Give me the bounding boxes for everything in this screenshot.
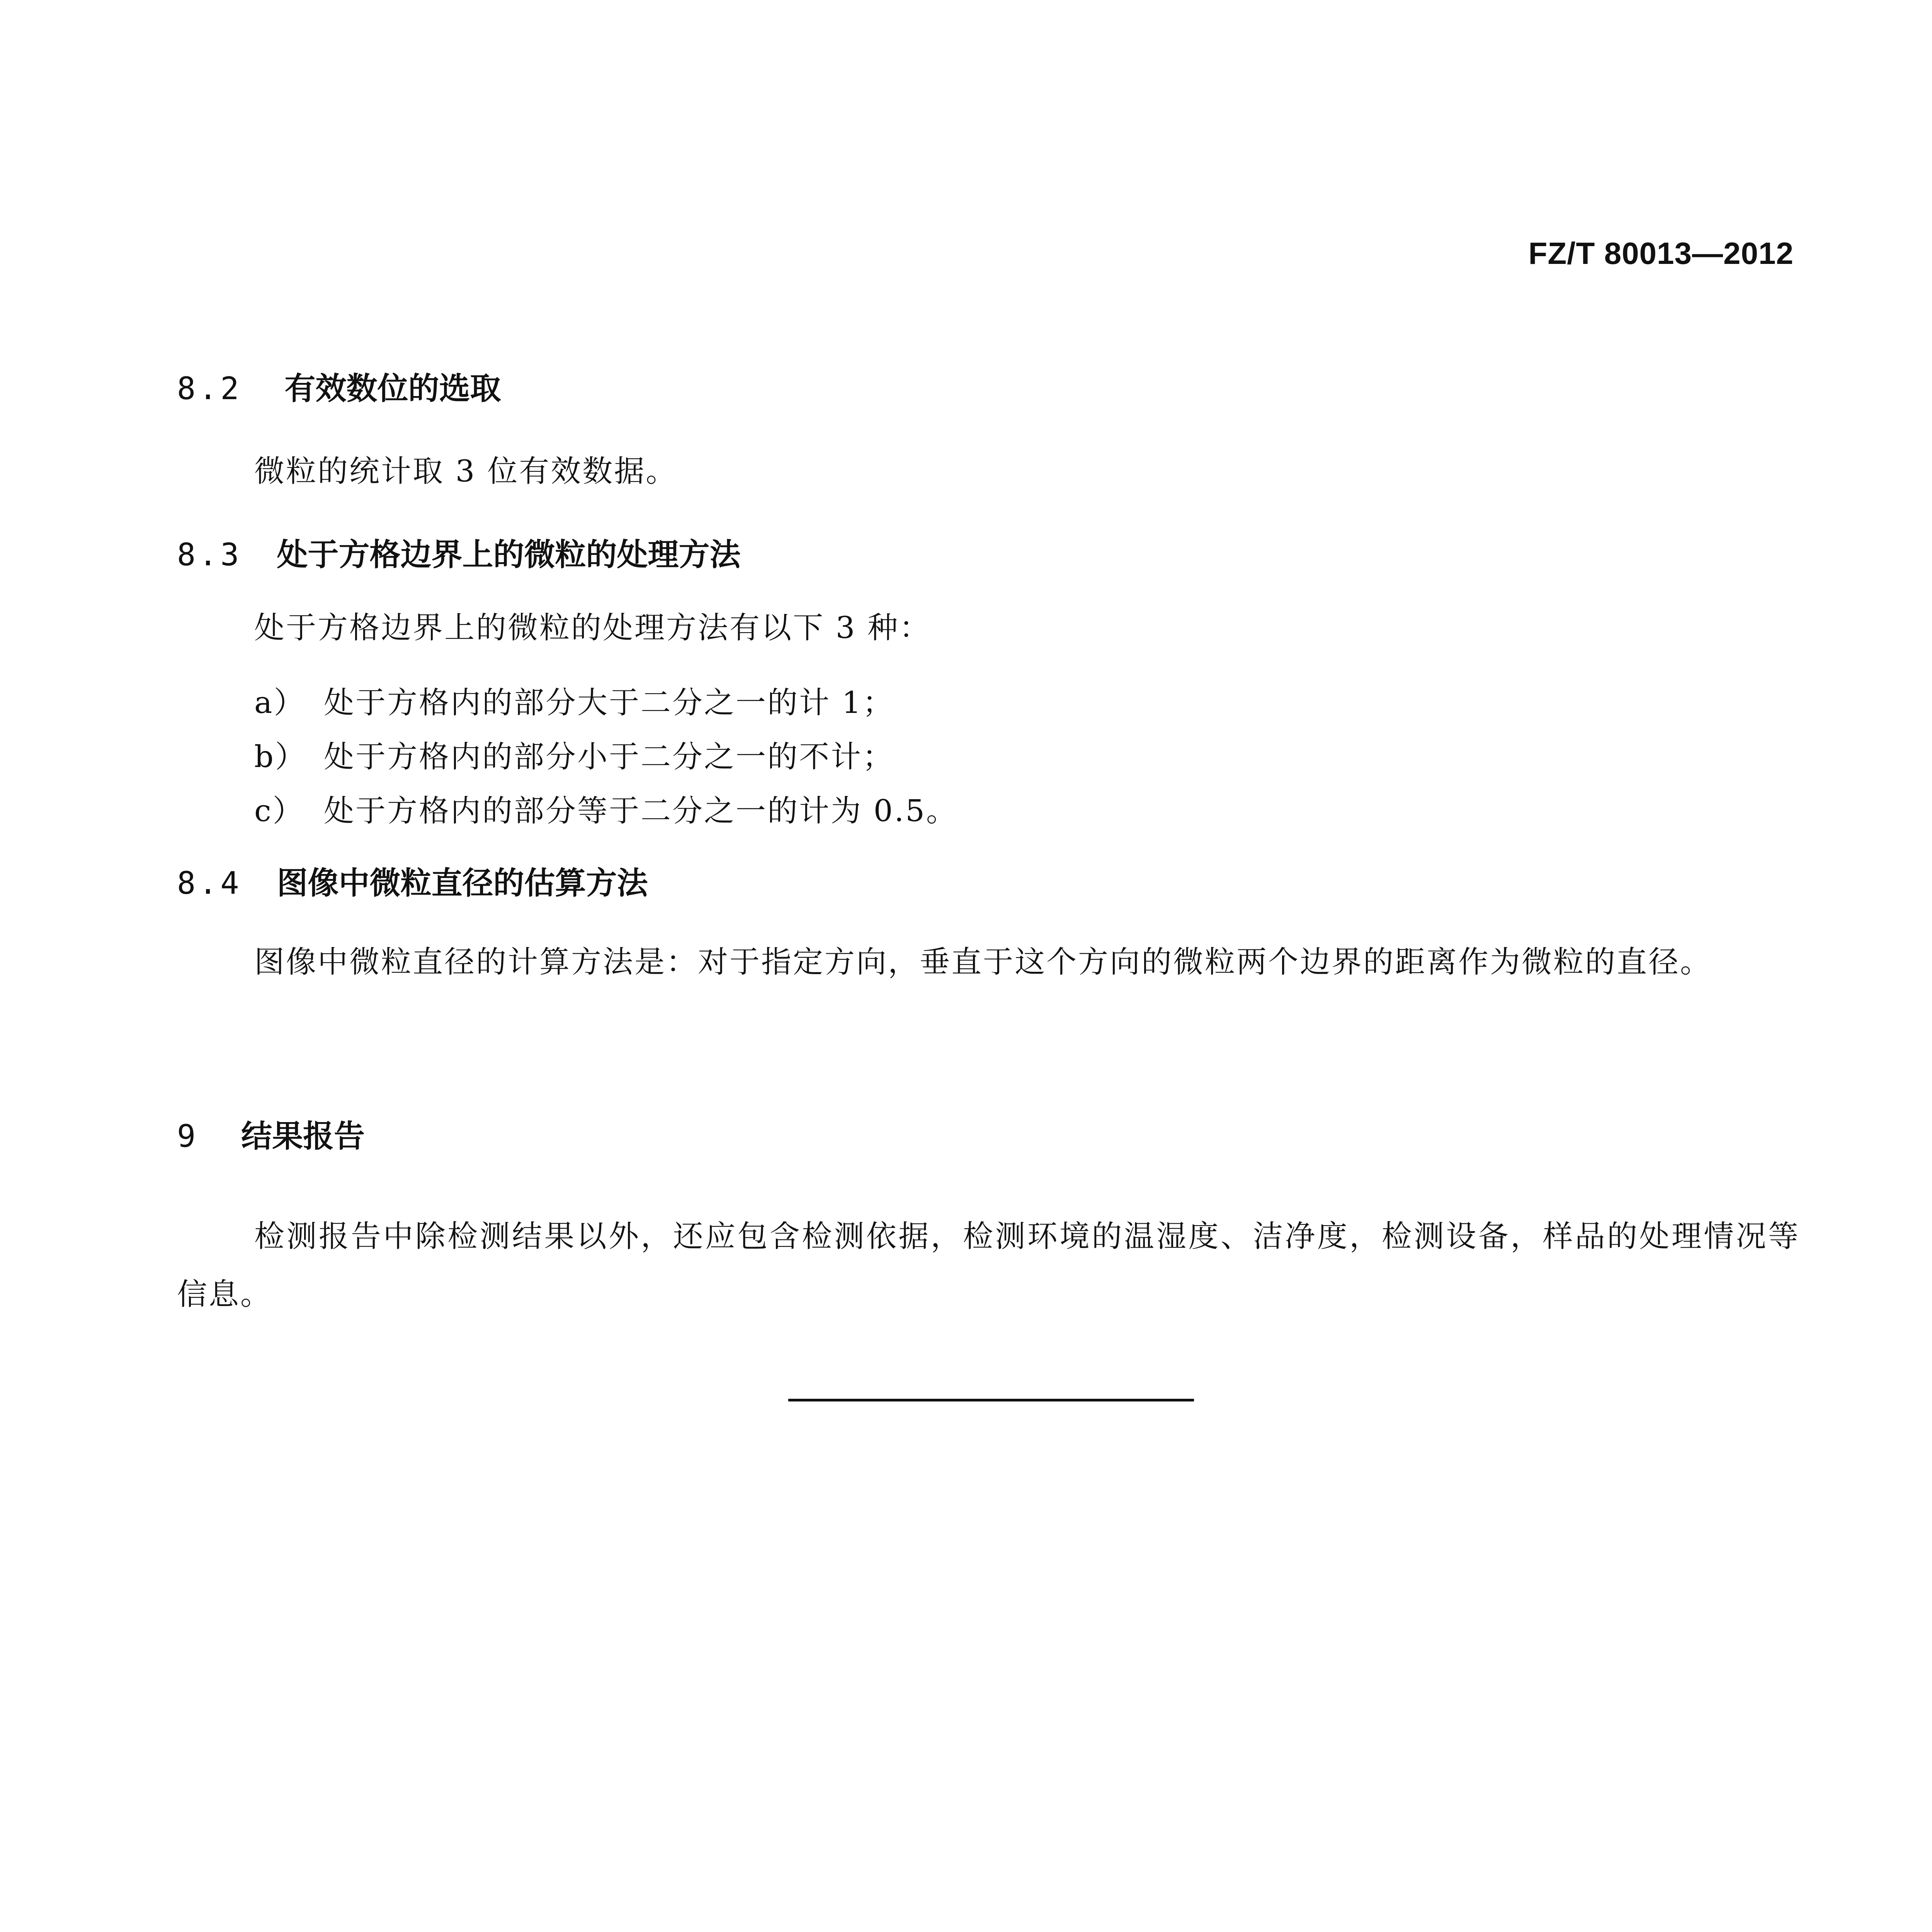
section-number: 8.4 — [177, 865, 242, 901]
list-item — [254, 796, 958, 826]
list-item — [254, 742, 894, 772]
list-marker: c） — [254, 794, 304, 828]
section-number: 8.3 — [177, 537, 242, 573]
end-of-document-rule — [788, 1399, 1194, 1401]
paragraph: 检测报告中除检测结果以外，还应包含检测依据，检测环境的温湿度、洁净度，检测设备，样品的处理情况等信息。 — [177, 1219, 1800, 1312]
standard-code: FZ/T 80013—2012 — [1528, 236, 1794, 270]
section-number: 9 — [177, 1118, 199, 1154]
list-item — [254, 685, 895, 720]
list-item-text: 处于方格内的部分大于二分之一的计 1； — [324, 685, 895, 720]
section-number: 8.2 — [177, 371, 242, 406]
list-item-text: 处于方格内的部分小于二分之一的不计； — [324, 740, 895, 774]
section-heading — [177, 536, 741, 573]
list-marker: b） — [254, 740, 307, 774]
list-item-text: 处于方格内的部分等于二分之一的计为 0.5。 — [324, 794, 958, 828]
paragraph: 图像中微粒直径的计算方法是：对于指定方向，垂直于这个方向的微粒两个边界的距离作为微粒的直径。 — [254, 945, 1712, 980]
list-marker: a） — [254, 685, 306, 720]
section-heading — [177, 867, 648, 899]
section-title: 图像中微粒直径的估算方法 — [277, 865, 648, 901]
paragraph: 微粒的统计取 3 位有效数据。 — [254, 454, 678, 489]
paragraph: 处于方格边界上的微粒的处理方法有以下 3 种： — [254, 611, 931, 645]
section-title: 处于方格边界上的微粒的处理方法 — [277, 536, 741, 573]
section-title: 有效数位的选取 — [284, 370, 501, 406]
section-heading — [177, 370, 501, 406]
section-title: 结果报告 — [241, 1118, 365, 1154]
section-heading — [177, 1118, 365, 1154]
